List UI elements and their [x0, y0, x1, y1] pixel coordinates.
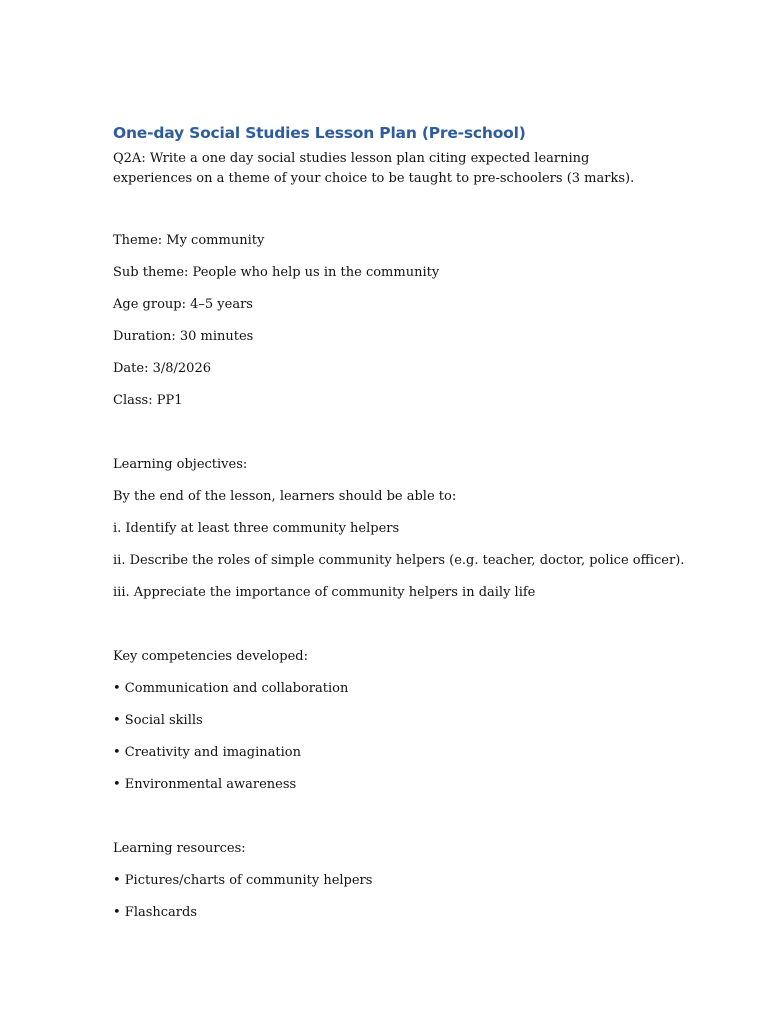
competency-item: • Communication and collaboration: [113, 681, 349, 696]
competency-item: • Creativity and imagination: [113, 745, 301, 760]
objective-item: ii. Describe the roles of simple community helpers (e.g. teacher, doctor, police officer).: [113, 553, 685, 568]
detail-sub-theme: Sub theme: People who help us in the community: [113, 265, 440, 280]
spacer: [113, 617, 668, 649]
lesson-details: [113, 233, 668, 425]
competency-item: • Social skills: [113, 713, 203, 728]
question-text: Q2A: Write a one day social studies lesson plan citing expected learning experiences on a theme of your choice to be taught to pre-schoolers (3 marks).: [113, 151, 635, 186]
objectives-section: [113, 457, 685, 617]
competencies-section: [113, 649, 668, 809]
detail-date: Date: 3/8/2026: [113, 361, 211, 376]
resource-item: • Pictures/charts of community helpers: [113, 873, 373, 888]
resource-item: • Flashcards: [113, 905, 198, 920]
detail-theme: Theme: My community: [113, 233, 265, 248]
resources-section: [113, 841, 668, 937]
detail-duration: Duration: 30 minutes: [113, 329, 254, 344]
spacer: [113, 189, 668, 233]
resources-heading: Learning resources:: [113, 841, 246, 856]
detail-class: Class: PP1: [113, 393, 183, 408]
objectives-intro: By the end of the lesson, learners should be able to:: [113, 489, 457, 504]
objective-item: i. Identify at least three community helpers: [113, 521, 400, 536]
objective-item: iii. Appreciate the importance of community helpers in daily life: [113, 585, 536, 600]
competency-item: • Environmental awareness: [113, 777, 297, 792]
objectives-heading: Learning objectives:: [113, 457, 248, 472]
competencies-heading: Key competencies developed:: [113, 649, 308, 664]
spacer: [113, 809, 668, 841]
detail-age-group: Age group: 4–5 years: [113, 297, 253, 312]
document-title: One-day Social Studies Lesson Plan (Pre-school): [113, 124, 526, 142]
spacer: [113, 425, 668, 457]
